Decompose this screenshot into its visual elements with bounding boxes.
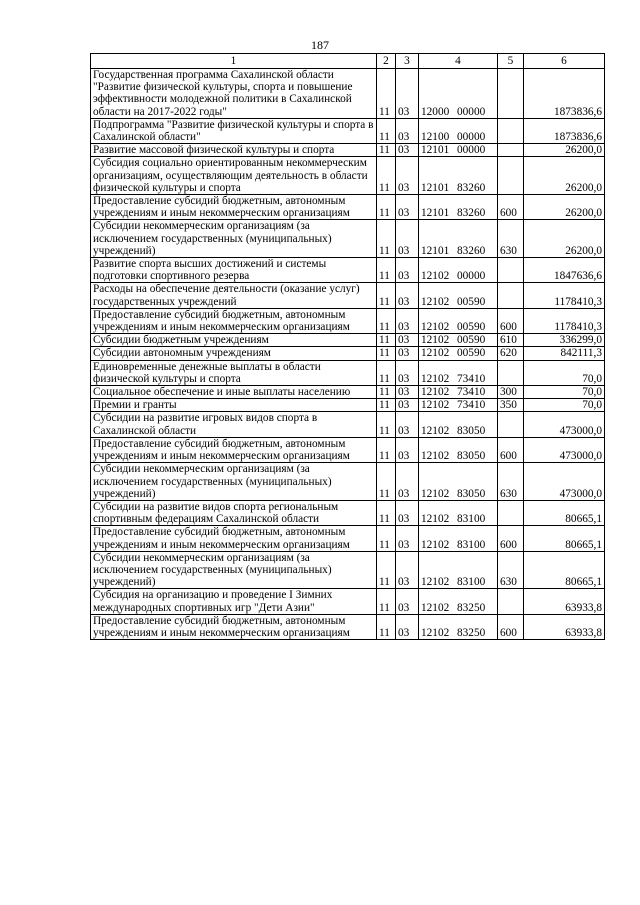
target-code-program: 12102 (421, 576, 450, 589)
row-amount-cell: 63933,8 (524, 614, 605, 639)
row-subsection-cell: 03 (396, 144, 419, 157)
row-amount-cell: 80665,1 (524, 526, 605, 551)
table-row (91, 551, 605, 589)
row-amount-cell: 1178410,3 (524, 308, 605, 333)
target-code-direction: 00590 (457, 334, 486, 347)
row-expense-type-cell: 630 (498, 220, 524, 258)
row-target-code-cell (419, 386, 498, 399)
table-row (91, 220, 605, 258)
row-expense-type-cell (498, 500, 524, 525)
table-row (91, 360, 605, 385)
row-target-code-cell (419, 144, 498, 157)
row-section-cell: 11 (377, 500, 396, 525)
row-amount-cell: 70,0 (524, 399, 605, 412)
target-code-program: 12101 (421, 181, 450, 194)
row-subsection-cell: 03 (396, 500, 419, 525)
row-expense-type-cell: 600 (498, 614, 524, 639)
row-subsection-cell: 03 (396, 283, 419, 308)
target-code-direction: 83250 (457, 626, 486, 639)
row-name-cell: Социальное обеспечение и иные выплаты населению (91, 386, 377, 399)
table-row (91, 308, 605, 333)
target-code-direction: 83100 (457, 576, 486, 589)
table-row (91, 283, 605, 308)
row-name-cell: Субсидии на развитие игровых видов спорта в Сахалинской области (91, 412, 377, 437)
row-expense-type-cell: 600 (498, 437, 524, 462)
target-code-direction: 00590 (457, 347, 486, 360)
row-section-cell: 11 (377, 463, 396, 501)
row-subsection-cell: 03 (396, 118, 419, 143)
table-row (91, 334, 605, 347)
table-row (91, 386, 605, 399)
row-amount-cell: 80665,1 (524, 551, 605, 589)
row-name-cell: Предоставление субсидий бюджетным, автономным учреждениям и иным некоммерческим организациям (91, 526, 377, 551)
row-target-code-cell (419, 412, 498, 437)
target-code-program: 12101 (421, 207, 450, 220)
row-amount-cell: 1873836,6 (524, 118, 605, 143)
row-name-cell: Премии и гранты (91, 399, 377, 412)
row-name-cell: Субсидии некоммерческим организациям (за исключением государственных (муниципальных) учреждений) (91, 463, 377, 501)
row-subsection-cell: 03 (396, 463, 419, 501)
row-target-code-cell (419, 614, 498, 639)
row-target-code-cell (419, 360, 498, 385)
target-code-direction: 83050 (457, 424, 486, 437)
target-code-direction: 83250 (457, 601, 486, 614)
row-amount-cell: 70,0 (524, 360, 605, 385)
target-code-program: 12102 (421, 450, 450, 463)
row-amount-cell: 473000,0 (524, 412, 605, 437)
target-code-direction: 83050 (457, 487, 486, 500)
row-name-cell: Субсидии автономным учреждениям (91, 347, 377, 360)
row-expense-type-cell (498, 360, 524, 385)
target-code-direction: 83050 (457, 450, 486, 463)
table-row (91, 195, 605, 220)
target-code-program: 12100 (421, 131, 450, 144)
target-code-program: 12102 (421, 347, 450, 360)
target-code-program: 12102 (421, 487, 450, 500)
target-code-direction: 00000 (457, 270, 486, 283)
target-code-program: 12101 (421, 244, 450, 257)
row-section-cell: 11 (377, 283, 396, 308)
row-target-code-cell (419, 500, 498, 525)
row-section-cell: 11 (377, 551, 396, 589)
row-section-cell: 11 (377, 526, 396, 551)
row-name-cell: Субсидии некоммерческим организациям (за исключением государственных (муниципальных) учреждений) (91, 220, 377, 258)
row-section-cell: 11 (377, 258, 396, 283)
row-section-cell: 11 (377, 347, 396, 360)
row-amount-cell: 842111,3 (524, 347, 605, 360)
row-section-cell: 11 (377, 220, 396, 258)
row-section-cell: 11 (377, 195, 396, 220)
row-name-cell: Субсидии на развитие видов спорта региональным спортивным федерациям Сахалинской области (91, 500, 377, 525)
table-row (91, 347, 605, 360)
row-section-cell: 11 (377, 412, 396, 437)
row-section-cell: 11 (377, 437, 396, 462)
row-subsection-cell: 03 (396, 258, 419, 283)
target-code-program: 12102 (421, 601, 450, 614)
row-amount-cell: 80665,1 (524, 500, 605, 525)
row-target-code-cell (419, 399, 498, 412)
row-target-code-cell (419, 437, 498, 462)
table-row (91, 412, 605, 437)
row-subsection-cell: 03 (396, 437, 419, 462)
row-section-cell: 11 (377, 69, 396, 119)
target-code-direction: 83260 (457, 244, 486, 257)
row-expense-type-cell: 630 (498, 551, 524, 589)
column-header-3: 3 (396, 54, 419, 69)
row-expense-type-cell: 600 (498, 308, 524, 333)
row-section-cell: 11 (377, 386, 396, 399)
row-expense-type-cell: 600 (498, 526, 524, 551)
table-row (91, 144, 605, 157)
row-name-cell: Предоставление субсидий бюджетным, автономным учреждениям и иным некоммерческим организациям (91, 308, 377, 333)
row-target-code-cell (419, 347, 498, 360)
row-target-code-cell (419, 589, 498, 614)
target-code-direction: 00000 (457, 144, 486, 157)
target-code-program: 12102 (421, 334, 450, 347)
table-row (91, 526, 605, 551)
row-name-cell: Подпрограмма "Развитие физической культуры и спорта в Сахалинской области" (91, 118, 377, 143)
row-section-cell: 11 (377, 334, 396, 347)
target-code-program: 12102 (421, 399, 450, 412)
row-target-code-cell (419, 220, 498, 258)
row-section-cell: 11 (377, 399, 396, 412)
row-subsection-cell: 03 (396, 399, 419, 412)
row-target-code-cell (419, 118, 498, 143)
row-amount-cell: 26200,0 (524, 195, 605, 220)
row-subsection-cell: 03 (396, 308, 419, 333)
table-row (91, 437, 605, 462)
row-amount-cell: 1847636,6 (524, 258, 605, 283)
target-code-direction: 00000 (457, 131, 486, 144)
table-header-row (91, 54, 605, 69)
row-name-cell: Государственная программа Сахалинской области "Развитие физической культуры, спорта и повышение эффективности молодежной политики в Сахалинской области на 2017-2022 годы" (91, 69, 377, 119)
target-code-direction: 83260 (457, 181, 486, 194)
table-row (91, 157, 605, 195)
target-code-program: 12000 (421, 105, 450, 118)
page-number: 187 (311, 38, 329, 52)
target-code-direction: 73410 (457, 399, 486, 412)
target-code-program: 12102 (421, 372, 450, 385)
row-section-cell: 11 (377, 144, 396, 157)
row-amount-cell: 70,0 (524, 386, 605, 399)
target-code-program: 12102 (421, 295, 450, 308)
table-row (91, 69, 605, 119)
row-section-cell: 11 (377, 308, 396, 333)
row-target-code-cell (419, 195, 498, 220)
row-name-cell: Субсидия социально ориентированным некоммерческим организациям, осуществляющим деятельность в области физической культуры и спорта (91, 157, 377, 195)
column-header-6: 6 (524, 54, 605, 69)
row-section-cell: 11 (377, 589, 396, 614)
row-name-cell: Субсидия на организацию и проведение I Зимних международных спортивных игр "Дети Азии" (91, 589, 377, 614)
row-target-code-cell (419, 258, 498, 283)
target-code-direction: 00590 (457, 321, 486, 334)
row-section-cell: 11 (377, 157, 396, 195)
budget-table (90, 53, 605, 640)
target-code-direction: 83260 (457, 207, 486, 220)
table-row (91, 463, 605, 501)
row-section-cell: 11 (377, 360, 396, 385)
row-target-code-cell (419, 334, 498, 347)
target-code-direction: 83100 (457, 513, 486, 526)
row-name-cell: Предоставление субсидий бюджетным, автономным учреждениям и иным некоммерческим организациям (91, 437, 377, 462)
row-subsection-cell: 03 (396, 220, 419, 258)
row-target-code-cell (419, 551, 498, 589)
row-name-cell: Единовременные денежные выплаты в области физической культуры и спорта (91, 360, 377, 385)
row-name-cell: Предоставление субсидий бюджетным, автономным учреждениям и иным некоммерческим организациям (91, 195, 377, 220)
row-amount-cell: 336299,0 (524, 334, 605, 347)
table-row (91, 589, 605, 614)
target-code-program: 12102 (421, 270, 450, 283)
target-code-direction: 73410 (457, 372, 486, 385)
column-header-5: 5 (498, 54, 524, 69)
row-target-code-cell (419, 308, 498, 333)
row-target-code-cell (419, 69, 498, 119)
row-target-code-cell (419, 157, 498, 195)
row-name-cell: Развитие массовой физической культуры и спорта (91, 144, 377, 157)
row-amount-cell: 473000,0 (524, 437, 605, 462)
row-name-cell: Расходы на обеспечение деятельности (оказание услуг) государственных учреждений (91, 283, 377, 308)
row-name-cell: Субсидии некоммерческим организациям (за исключением государственных (муниципальных) учреждений) (91, 551, 377, 589)
row-expense-type-cell (498, 589, 524, 614)
row-expense-type-cell: 300 (498, 386, 524, 399)
row-expense-type-cell (498, 157, 524, 195)
row-name-cell: Предоставление субсидий бюджетным, автономным учреждениям и иным некоммерческим организациям (91, 614, 377, 639)
row-expense-type-cell: 350 (498, 399, 524, 412)
row-expense-type-cell (498, 258, 524, 283)
row-target-code-cell (419, 463, 498, 501)
row-subsection-cell: 03 (396, 334, 419, 347)
row-target-code-cell (419, 526, 498, 551)
row-expense-type-cell (498, 118, 524, 143)
row-expense-type-cell (498, 144, 524, 157)
row-expense-type-cell (498, 412, 524, 437)
row-subsection-cell: 03 (396, 412, 419, 437)
row-expense-type-cell (498, 283, 524, 308)
row-subsection-cell: 03 (396, 195, 419, 220)
target-code-direction: 83100 (457, 538, 486, 551)
target-code-program: 12102 (421, 626, 450, 639)
row-expense-type-cell: 630 (498, 463, 524, 501)
table-row (91, 399, 605, 412)
row-amount-cell: 63933,8 (524, 589, 605, 614)
row-section-cell: 11 (377, 614, 396, 639)
row-subsection-cell: 03 (396, 69, 419, 119)
row-section-cell: 11 (377, 118, 396, 143)
row-subsection-cell: 03 (396, 614, 419, 639)
row-amount-cell: 26200,0 (524, 220, 605, 258)
column-header-2: 2 (377, 54, 396, 69)
row-subsection-cell: 03 (396, 360, 419, 385)
target-code-program: 12101 (421, 144, 450, 157)
row-amount-cell: 26200,0 (524, 144, 605, 157)
row-subsection-cell: 03 (396, 386, 419, 399)
target-code-program: 12102 (421, 321, 450, 334)
row-expense-type-cell (498, 69, 524, 119)
column-header-4: 4 (419, 54, 498, 69)
row-subsection-cell: 03 (396, 526, 419, 551)
row-subsection-cell: 03 (396, 157, 419, 195)
table-row (91, 258, 605, 283)
table-row (91, 614, 605, 639)
row-expense-type-cell: 620 (498, 347, 524, 360)
row-expense-type-cell: 600 (498, 195, 524, 220)
target-code-direction: 00590 (457, 295, 486, 308)
target-code-program: 12102 (421, 386, 450, 399)
target-code-direction: 73410 (457, 386, 486, 399)
target-code-program: 12102 (421, 513, 450, 526)
row-subsection-cell: 03 (396, 347, 419, 360)
row-amount-cell: 26200,0 (524, 157, 605, 195)
row-subsection-cell: 03 (396, 589, 419, 614)
row-amount-cell: 1873836,6 (524, 69, 605, 119)
row-amount-cell: 1178410,3 (524, 283, 605, 308)
row-subsection-cell: 03 (396, 551, 419, 589)
row-name-cell: Субсидии бюджетным учреждениям (91, 334, 377, 347)
target-code-program: 12102 (421, 424, 450, 437)
column-header-1: 1 (91, 54, 377, 69)
target-code-direction: 00000 (457, 105, 486, 118)
target-code-program: 12102 (421, 538, 450, 551)
table-body (91, 69, 605, 640)
row-expense-type-cell: 610 (498, 334, 524, 347)
table-row (91, 118, 605, 143)
row-name-cell: Развитие спорта высших достижений и системы подготовки спортивного резерва (91, 258, 377, 283)
row-amount-cell: 473000,0 (524, 463, 605, 501)
table-row (91, 500, 605, 525)
row-target-code-cell (419, 283, 498, 308)
